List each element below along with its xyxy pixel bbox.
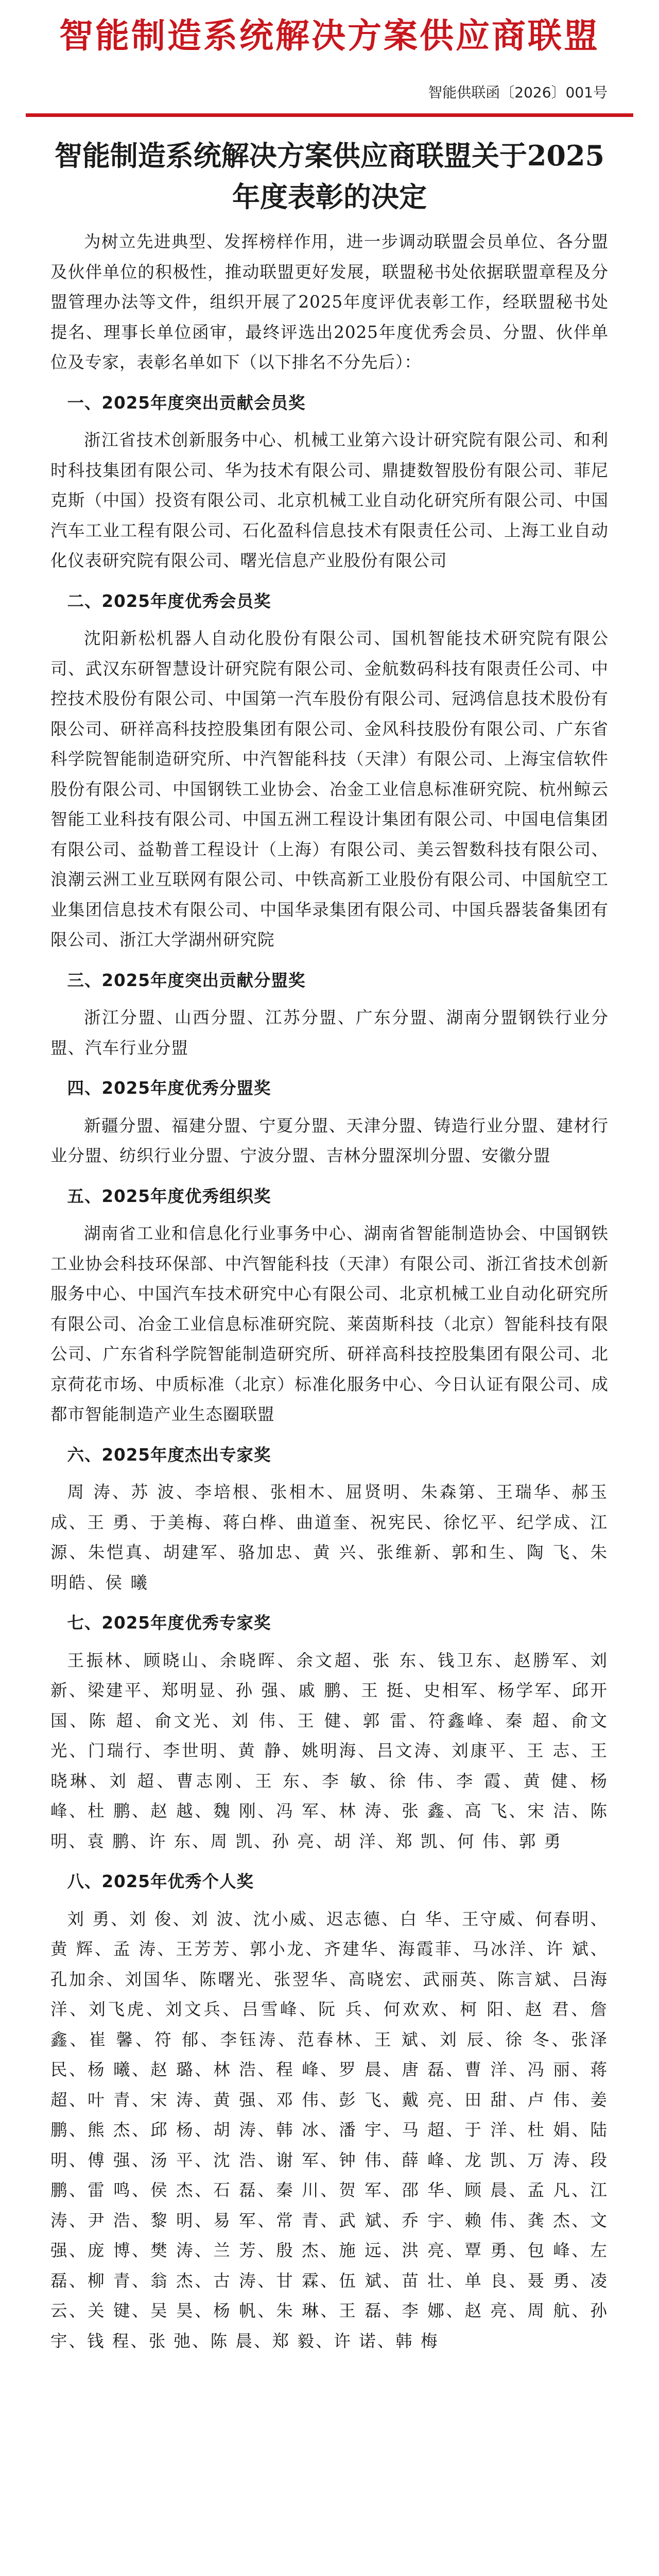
document-title: 智能制造系统解决方案供应商联盟关于2025年度表彰的决定: [54, 139, 605, 213]
section-heading-excellent-branch: 四、2025年度优秀分盟奖: [67, 1078, 271, 1098]
intro-paragraph: 为树立先进典型、发挥榜样作用，进一步调动联盟会员单位、各分盟及伙伴单位的积极性，推动联盟更好发展，联盟秘书处依据联盟章程及分盟管理办法等文件，组织开展了2025年度评优表彰工作，经联盟秘书处提名、理事长单位函审，最终评选出2025年度优秀会员、分盟、伙伴单位及专家，表彰名单如下（以下排名不分先后）：: [50, 232, 609, 372]
letterhead-divider: [26, 113, 633, 117]
section-content-distinguished-expert: 周 涛、苏 波、李培根、张相木、屈贤明、朱森第、王瑞华、郝玉成、王 勇、于美梅、蒋白桦、曲道奎、祝宪民、徐忆平、纪学成、江 源、朱恺真、胡建军、骆加忠、黄 兴、张维新、郭和生、陶 飞、朱明皓、侯 曦: [50, 1482, 609, 1592]
section-heading-outstanding-branch: 三、2025年度突出贡献分盟奖: [67, 970, 306, 990]
section-content-individual-award: 刘 勇、刘 俊、刘 波、沈小威、迟志德、白 华、王守威、何春明、黄 辉、孟 涛、王芳芳、郭小龙、齐建华、海霞菲、马冰洋、许 斌、孔加余、刘国华、陈曙光、张翌华、高晓宏、武丽英、陈言斌、吕海洋、刘飞虎、刘文兵、吕雪峰、阮 兵、何欢欢、柯 阳、赵 君、詹 鑫、崔 馨、符 郁、李钰涛、范春林、王 斌、刘 辰、徐 冬、张泽民、杨 曦、赵 璐、林 浩、程 峰、罗 晨、唐 磊、曹 洋、冯 丽、蒋 超、叶 青、宋 涛、黄 强、邓 伟、彭 飞、戴 亮、田 甜、卢 伟、姜 鹏、熊 杰、邱 杨、胡 涛、韩 冰、潘 宇、马 超、于 洋、杜 娟、陆 明、傅 强、汤 平、沈 浩、谢 军、钟 伟、薛 峰、龙 凯、万 涛、段 鹏、雷 鸣、侯 杰、石 磊、秦 川、贺 军、邵 华、顾 晨、孟 凡、江 涛、尹 浩、黎 明、易 军、常 青、武 斌、乔 宇、赖 伟、龚 杰、文 强、庞 博、樊 涛、兰 芳、殷 杰、施 远、洪 亮、覃 勇、包 峰、左 磊、柳 青、翁 杰、古 涛、甘 霖、伍 斌、苗 壮、单 良、聂 勇、凌 云、关 键、吴 昊、杨 帆、朱 琳、王 磊、李 娜、赵 亮、周 航、孙 宇、钱 程、张 弛、陈 晨、郑 毅、许 诺、韩 梅: [50, 1909, 609, 2351]
section-heading-distinguished-expert: 六、2025年度杰出专家奖: [67, 1445, 271, 1465]
section-heading-excellent-expert: 七、2025年度优秀专家奖: [67, 1613, 271, 1633]
section-heading-outstanding-member: 一、2025年度突出贡献会员奖: [67, 393, 306, 413]
section-content-excellent-member: 沈阳新松机器人自动化股份有限公司、国机智能技术研究院有限公司、武汉东研智慧设计研究院有限公司、金航数码科技有限责任公司、中控技术股份有限公司、中国第一汽车股份有限公司、冠鸿信息技术股份有限公司、研祥高科技控股集团有限公司、金风科技股份有限公司、广东省科学院智能制造研究所、中汽智能科技（天津）有限公司、上海宝信软件股份有限公司、中国钢铁工业协会、冶金工业信息标准研究院、杭州鲸云智能工业科技有限公司、中国五洲工程设计集团有限公司、中国电信集团有限公司、益勒普工程设计（上海）有限公司、美云智数科技有限公司、浪潮云洲工业互联网有限公司、中铁高新工业股份有限公司、中国航空工业集团信息技术有限公司、中国华录集团有限公司、中国兵器装备集团有限公司、浙江大学湖州研究院: [50, 629, 609, 950]
section-content-excellent-branch: 新疆分盟、福建分盟、宁夏分盟、天津分盟、铸造行业分盟、建材行业分盟、纺织行业分盟、宁波分盟、吉林分盟深圳分盟、安徽分盟: [50, 1115, 609, 1165]
letterhead-title: 智能制造系统解决方案供应商联盟: [59, 16, 600, 56]
section-heading-excellent-member: 二、2025年度优秀会员奖: [67, 591, 271, 611]
document-body: [50, 227, 609, 2356]
section-content-organization-award: 湖南省工业和信息化行业事务中心、湖南省智能制造协会、中国钢铁工业协会科技环保部、中汽智能科技（天津）有限公司、浙江省技术创新服务中心、中国汽车技术研究中心有限公司、北京机械工业自动化研究所有限公司、冶金工业信息标准研究院、莱茵斯科技（北京）智能科技有限公司、广东省科学院智能制造研究所、研祥高科技控股集团有限公司、北京荷花市场、中质标准（北京）标准化服务中心、今日认证有限公司、成都市智能制造产业生态圈联盟: [50, 1224, 609, 1424]
section-content-excellent-expert: 王振林、顾晓山、余晓晖、余文超、张 东、钱卫东、赵勝军、刘 新、梁建平、郑明显、孙 强、戚 鹏、王 挺、史相军、杨学军、邱开国、陈 超、俞文光、刘 伟、王 健、郭 雷、符鑫峰、秦 超、俞文光、门瑞行、李世明、黄 静、姚明海、吕文涛、刘康平、王 志、王晓琳、刘 超、曹志刚、王 东、李 敏、徐 伟、李 霞、黄 健、杨 峰、杜 鹏、赵 越、魏 刚、冯 军、林 涛、张 鑫、高 飞、宋 洁、陈 明、袁 鹏、许 东、周 凯、孙 亮、胡 洋、郑 凯、何 伟、郭 勇: [50, 1650, 609, 1851]
section-content-outstanding-member: 浙江省技术创新服务中心、机械工业第六设计研究院有限公司、和利时科技集团有限公司、华为技术有限公司、鼎捷数智股份有限公司、菲尼克斯（中国）投资有限公司、北京机械工业自动化研究所有限公司、中国汽车工业工程有限公司、石化盈科信息技术有限责任公司、上海工业自动化仪表研究院有限公司、曙光信息产业股份有限公司: [50, 430, 609, 570]
section-heading-organization-award: 五、2025年度优秀组织奖: [67, 1186, 271, 1206]
section-content-outstanding-branch: 浙江分盟、山西分盟、江苏分盟、广东分盟、湖南分盟钢铁行业分盟、汽车行业分盟: [50, 1008, 609, 1058]
section-heading-individual-award: 八、2025年优秀个人奖: [67, 1872, 254, 1891]
document-number: 智能供联函〔2026〕001号: [428, 84, 608, 101]
